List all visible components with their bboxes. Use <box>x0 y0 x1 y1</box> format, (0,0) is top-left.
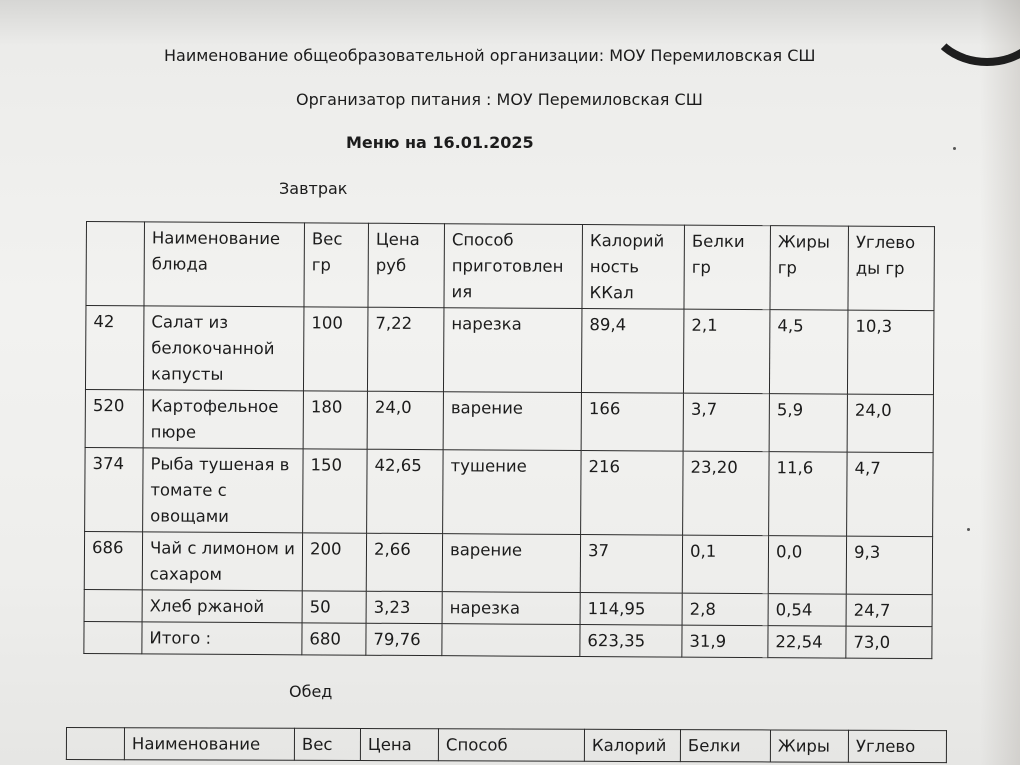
cell-method: варение <box>443 392 581 451</box>
cell-name: Салат из белокочанной капусты <box>143 306 304 391</box>
total-label: Итого : <box>142 622 302 655</box>
lunch-header-row <box>66 728 946 763</box>
total-weight: 680 <box>302 623 366 655</box>
cell-fat: 5,9 <box>769 394 847 452</box>
cable-in-corner <box>924 0 1020 66</box>
table-row <box>84 589 932 626</box>
cell-protein: 2,1 <box>683 309 770 394</box>
cell-protein: 3,7 <box>683 393 769 452</box>
cell-name: Картофельное пюре <box>143 390 303 449</box>
cell-calories: 89,4 <box>581 309 684 394</box>
cell-num <box>84 621 142 653</box>
total-carbs: 73,0 <box>846 626 932 659</box>
col-header-protein: Белки <box>680 730 770 762</box>
col-header-name: Наименование блюда <box>144 222 305 307</box>
cell-num: 42 <box>85 306 144 390</box>
cell-method: нарезка <box>443 308 582 393</box>
caterer-name: Организатор питания : МОУ Перемиловская СШ <box>296 90 703 109</box>
col-header-weight: Вес <box>294 728 360 760</box>
cell-method: тушение <box>443 450 582 535</box>
cell-price: 3,23 <box>366 591 442 623</box>
cell-fat: 0,54 <box>768 594 846 626</box>
organization-name: Наименование общеобразовательной организации: МОУ Перемиловская СШ <box>164 46 816 65</box>
cell-name: Хлеб ржаной <box>142 590 302 623</box>
col-header-carbs: Углево <box>848 730 946 762</box>
cell-calories: 216 <box>581 451 684 536</box>
cell-carbs: 9,3 <box>846 536 932 595</box>
cell-carbs: 10,3 <box>847 310 934 395</box>
paper-speck <box>967 528 970 531</box>
cell-name: Рыба тушеная в томате с овощами <box>143 448 304 533</box>
cell-price: 7,22 <box>367 307 444 391</box>
cell-calories: 166 <box>581 393 683 452</box>
col-header-protein: Белки гр <box>684 225 771 310</box>
lunch-table <box>66 727 947 763</box>
cell-carbs: 4,7 <box>847 452 934 537</box>
breakfast-heading: Завтрак <box>279 179 348 198</box>
col-header-num <box>86 222 145 306</box>
cell-protein: 0,1 <box>682 535 768 594</box>
cell-fat: 4,5 <box>769 310 848 394</box>
table-row <box>85 306 933 395</box>
cell-protein: 2,8 <box>682 593 768 626</box>
breakfast-table <box>83 221 935 659</box>
cell-method: варение <box>442 534 580 593</box>
cell-calories: 37 <box>580 535 682 594</box>
cell-carbs: 24,7 <box>846 594 932 627</box>
table-row <box>85 447 933 536</box>
total-protein: 31,9 <box>682 625 768 658</box>
cell-price: 2,66 <box>366 533 442 591</box>
col-header-calories: Калорий ность ККал <box>582 225 685 310</box>
page-edge-shadow <box>980 0 1020 765</box>
paper-speck <box>953 147 956 150</box>
col-header-carbs: Углево ды гр <box>848 226 935 311</box>
total-method <box>442 624 580 657</box>
breakfast-header-row <box>86 222 934 311</box>
cell-num: 686 <box>84 531 142 589</box>
total-price: 79,76 <box>366 623 442 655</box>
cell-weight: 200 <box>302 533 366 591</box>
cell-weight: 100 <box>303 307 368 391</box>
cell-num <box>84 589 142 621</box>
lunch-heading: Обед <box>289 682 333 701</box>
col-header-weight: Вес гр <box>304 223 369 307</box>
cell-weight: 50 <box>302 591 366 623</box>
col-header-method: Способ <box>438 729 584 762</box>
col-header-fat: Жиры гр <box>770 226 849 310</box>
table-row <box>85 389 933 452</box>
cell-weight: 180 <box>303 391 367 449</box>
col-header-name: Наименование <box>124 728 294 761</box>
cell-calories: 114,95 <box>580 593 682 626</box>
total-calories: 623,35 <box>580 625 682 658</box>
cell-price: 24,0 <box>367 391 443 449</box>
col-header-fat: Жиры <box>770 730 848 762</box>
col-header-price: Цена <box>360 729 438 761</box>
cell-num: 520 <box>85 389 143 447</box>
cell-num: 374 <box>85 447 144 531</box>
cell-carbs: 24,0 <box>847 394 933 453</box>
col-header-method: Способ приготовлен ия <box>444 224 583 309</box>
col-header-calories: Калорий <box>584 729 680 761</box>
cell-fat: 11,6 <box>769 452 848 536</box>
cell-weight: 150 <box>303 449 368 533</box>
table-row <box>84 531 932 594</box>
menu-title: Меню на 16.01.2025 <box>346 133 534 152</box>
cell-protein: 23,20 <box>683 451 770 536</box>
total-row <box>84 621 932 658</box>
cell-price: 42,65 <box>367 449 444 533</box>
cell-name: Чай с лимоном и сахаром <box>142 532 302 591</box>
total-fat: 22,54 <box>768 626 846 658</box>
col-header-price: Цена руб <box>368 223 445 307</box>
cell-method: нарезка <box>442 592 580 625</box>
col-header-num <box>66 728 124 760</box>
cell-fat: 0,0 <box>768 536 846 594</box>
